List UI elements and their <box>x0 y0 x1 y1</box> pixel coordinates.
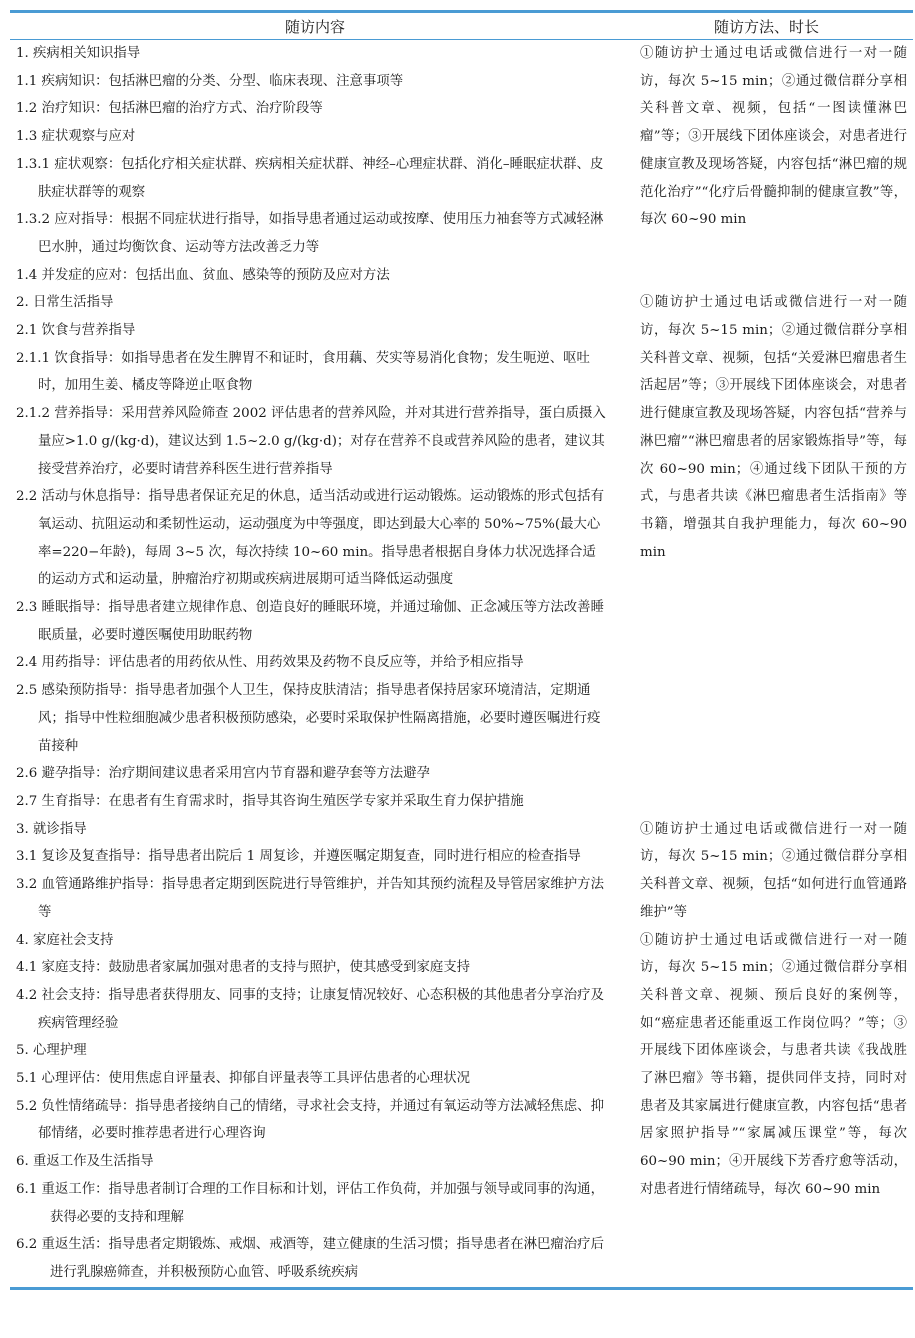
table-row <box>10 816 913 927</box>
content-line: 3.2 血管通路维护指导：指导患者定期到医院进行导管维护，并告知其预约流程及导管居家维护方法等 <box>16 877 604 920</box>
content-line: 6.1 重返工作：指导患者制订合理的工作目标和计划，评估工作负荷，并加强与领导或同事的沟通，获得必要的支持和理解 <box>16 1181 604 1225</box>
content-line: 4.2 社会支持：指导患者获得朋友、同事的支持；让康复情况较好、心态积极的其他患者分享治疗及疾病管理经验 <box>16 987 604 1031</box>
content-line: 1.2 治疗知识：包括淋巴瘤的治疗方式、治疗阶段等 <box>16 101 323 117</box>
content-line: 3.1 复诊及复查指导：指导患者出院后 1 周复诊，并遵医嘱定期复查，同时进行相应的检查指导 <box>16 849 581 865</box>
method-cell-2 <box>620 289 913 815</box>
content-line: 6.2 重返生活：指导患者定期锻炼、戒烟、戒酒等，建立健康的生活习惯；指导患者在淋巴瘤治疗后进行乳腺癌筛查，并积极预防心血管、呼吸系统疾病 <box>16 1237 604 1280</box>
content-line: 5. 心理护理 <box>16 1043 87 1059</box>
content-line: 2.1 饮食与营养指导 <box>16 323 136 339</box>
table-row <box>10 289 913 815</box>
table-row <box>10 40 913 290</box>
content-line: 1.3.1 症状观察：包括化疗相关症状群、疾病相关症状群、神经–心理症状群、消化–睡眠症状群、皮肤症状群等的观察 <box>16 156 604 200</box>
content-line: 1. 疾病相关知识指导 <box>16 46 141 61</box>
content-cell-4 <box>10 927 620 1289</box>
content-line: 2.5 感染预防指导：指导患者加强个人卫生，保持皮肤清洁；指导患者保持居家环境清洁，定期通风；指导中性粒细胞减少患者积极预防感染，必要时采取保护性隔离措施，必要时遵医嘱进行疫苗接种 <box>16 683 601 754</box>
content-line: 2. 日常生活指导 <box>16 295 114 311</box>
content-line: 1.4 并发症的应对：包括出血、贫血、感染等的预防及应对方法 <box>16 267 390 283</box>
content-line: 2.1.2 营养指导：采用营养风险筛查 2002 评估患者的营养风险，并对其进行营养指导，蛋白质摄入量应>1.0 g/(kg·d)，建议达到 1.5~2.0 g/(kg·d)；对存在营养不良或营养风险的患者，建议其接受营养治疗，必要时请营养科医生进行营养指导 <box>16 406 606 477</box>
content-line: 6. 重返工作及生活指导 <box>16 1154 154 1170</box>
content-line: 2.2 活动与休息指导：指导患者保证充足的休息，适当活动或进行运动锻炼。运动锻炼的形式包括有氧运动、抗阻运动和柔韧性运动，运动强度为中等强度，即达到最大心率的 50%~75%(最大心率=220−年龄)，每周 3~5 次，每次持续 10~60 min。指导患者根据自身体力状况选择合适的运动方式和运动量，肿瘤治疗初期或疾病进展期可适当降低运动强度 <box>16 489 604 588</box>
content-line: 1.1 疾病知识：包括淋巴瘤的分类、分型、临床表现、注意事项等 <box>16 73 404 89</box>
content-line: 5.1 心理评估：使用焦虑自评量表、抑郁自评量表等工具评估患者的心理状况 <box>16 1071 471 1087</box>
table-row <box>10 927 913 1289</box>
header-content-column: 随访内容 <box>10 12 620 40</box>
method-text: ①随访护士通过电话或微信进行一对一随访，每次 5~15 min；②通过微信群分享相关科普文章、视频，包括“如何进行血管通路维护”等 <box>640 821 907 920</box>
method-text: ①随访护士通过电话或微信进行一对一随访，每次 5~15 min；②通过微信群分享相关科普文章、视频，包括“一图读懂淋巴瘤”等；③开展线下团体座谈会，对患者进行健康宣教及现场答疑，内容包括“淋巴瘤的规范化治疗”“化疗后骨髓抑制的健康宣教”等，每次 60~90 min <box>640 46 907 228</box>
follow-up-table <box>10 10 913 1290</box>
content-line: 2.3 睡眠指导：指导患者建立规律作息、创造良好的睡眠环境，并通过瑜伽、正念减压等方法改善睡眠质量，必要时遵医嘱使用助眠药物 <box>16 600 604 643</box>
method-text: ①随访护士通过电话或微信进行一对一随访，每次 5~15 min；②通过微信群分享相关科普文章、视频，包括“关爱淋巴瘤患者生活起居”等；③开展线下团体座谈会，对患者进行健康宣教及现场答疑，内容包括“营养与淋巴瘤”“淋巴瘤患者的居家锻炼指导”等，每次 60~90 min；④通过线下团队干预的方式，与患者共读《淋巴瘤患者生活指南》等书籍，增强其自我护理能力，每次 60~90 min <box>640 295 907 560</box>
content-line: 1.3.2 应对指导：根据不同症状进行指导，如指导患者通过运动或按摩、使用压力袖套等方式减轻淋巴水肿，通过均衡饮食、运动等方法改善乏力等 <box>16 212 604 255</box>
content-line: 2.4 用药指导：评估患者的用药依从性、用药效果及药物不良反应等，并给予相应指导 <box>16 655 524 671</box>
content-line: 5.2 负性情绪疏导：指导患者接纳自己的情绪，寻求社会支持，并通过有氧运动等方法减轻焦虑、抑郁情绪，必要时推荐患者进行心理咨询 <box>16 1098 604 1142</box>
content-line: 4.1 家庭支持：鼓励患者家属加强对患者的支持与照护，使其感受到家庭支持 <box>16 960 471 976</box>
content-line: 3. 就诊指导 <box>16 821 87 837</box>
content-cell-1 <box>10 40 620 290</box>
header-method-column: 随访方法、时长 <box>620 12 913 40</box>
content-line: 2.6 避孕指导：治疗期间建议患者采用宫内节育器和避孕套等方法避孕 <box>16 766 430 782</box>
method-text: ①随访护士通过电话或微信进行一对一随访，每次 5~15 min；②通过微信群分享相关科普文章、视频、预后良好的案例等，如“癌症患者还能重返工作岗位吗？”等；③开展线下团体座谈会，与患者共读《我战胜了淋巴瘤》等书籍，提供同伴支持，同时对患者及其家属进行健康宣教，内容包括“患者居家照护指导”“家属减压课堂”等，每次 60~90 min；④开展线下芳香疗愈等活动，对患者进行情绪疏导，每次 60~90 min <box>640 932 907 1197</box>
content-line: 1.3 症状观察与应对 <box>16 129 136 145</box>
content-line: 4. 家庭社会支持 <box>16 932 114 948</box>
method-cell-3 <box>620 816 913 927</box>
content-line: 2.1.1 饮食指导：如指导患者在发生脾胃不和证时，食用藕、芡实等易消化食物；发生呃逆、呕吐时，加用生姜、橘皮等降逆止呕食物 <box>16 350 590 394</box>
method-cell-1 <box>620 40 913 290</box>
table-header-row <box>10 12 913 40</box>
content-cell-2 <box>10 289 620 815</box>
content-line: 2.7 生育指导：在患者有生育需求时，指导其咨询生殖医学专家并采取生育力保护措施 <box>16 793 524 809</box>
method-cell-4 <box>620 927 913 1289</box>
content-cell-3 <box>10 816 620 927</box>
